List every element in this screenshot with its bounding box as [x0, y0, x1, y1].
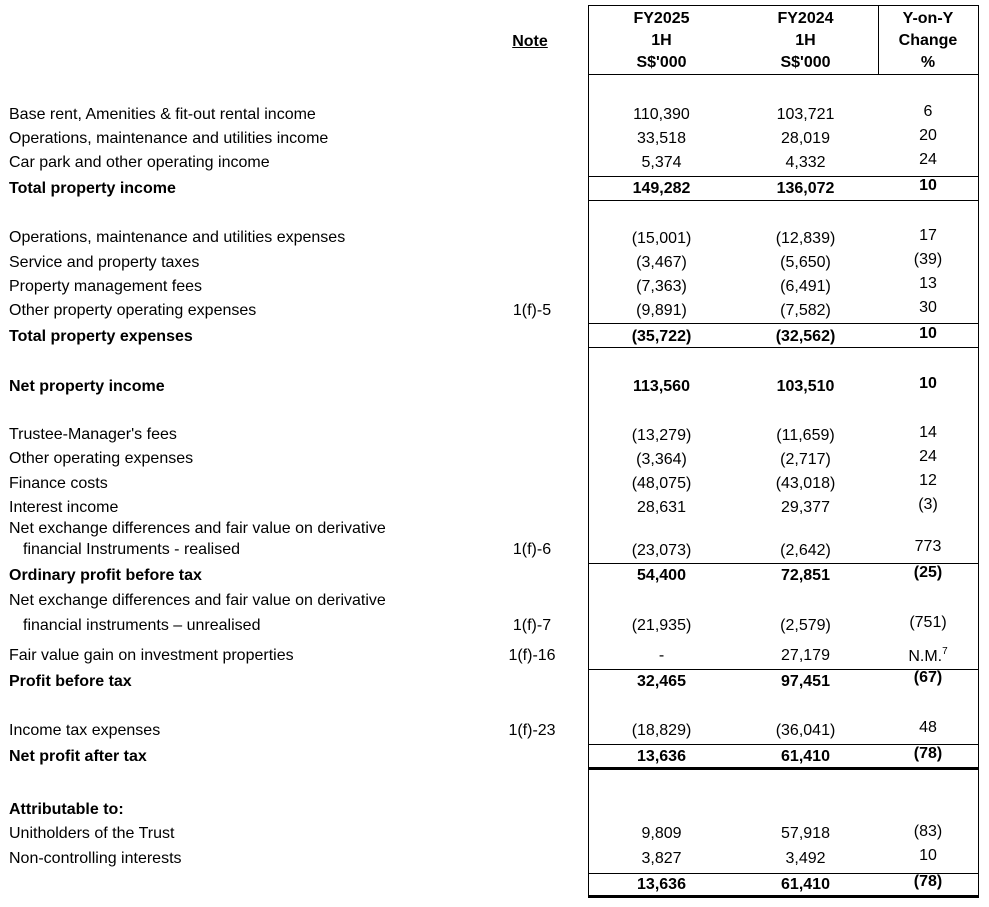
row-label-total: Total property income: [9, 180, 176, 197]
value-fy2025: 13,636: [637, 876, 686, 893]
value-fy2025: 33,518: [637, 130, 686, 147]
value-change: 14: [919, 424, 937, 441]
value-fy2025: (3,467): [636, 254, 687, 271]
row-label: Net exchange differences and fair value on derivative: [9, 520, 386, 537]
value-fy2024: (12,839): [775, 230, 836, 247]
value-fy2024: 72,851: [781, 567, 830, 584]
table-right-border: [978, 5, 979, 898]
value-change: 30: [919, 299, 937, 316]
value-change: N.M.$^7$: [908, 646, 948, 665]
note-ref: 1(f)-16: [508, 647, 556, 664]
value-fy2025: (48,075): [631, 475, 692, 492]
value-change: 10: [919, 847, 937, 864]
row-label: Non-controlling interests: [9, 850, 182, 867]
value-fy2025: 110,390: [633, 106, 690, 123]
row-label-continued: financial Instruments - realised: [23, 541, 240, 558]
value-fy2024: 136,072: [776, 180, 835, 197]
value-fy2024: (11,659): [776, 427, 835, 444]
row-label: Car park and other operating income: [9, 154, 270, 171]
row-label: Operations, maintenance and utilities income: [9, 130, 329, 147]
value-fy2025: -: [658, 647, 665, 664]
value-fy2024: 61,410: [781, 876, 830, 893]
value-fy2025: 28,631: [637, 499, 686, 516]
value-change: 20: [919, 127, 937, 144]
rule-below-total-income: [588, 200, 979, 201]
value-fy2025: (7,363): [636, 278, 687, 295]
value-fy2025: 54,400: [637, 567, 686, 584]
value-fy2024: (2,717): [780, 451, 831, 468]
value-fy2024: 103,721: [776, 106, 835, 123]
row-label: Service and property taxes: [9, 254, 200, 271]
section-heading: Attributable to:: [9, 801, 124, 818]
value-fy2024: (43,018): [775, 475, 836, 492]
row-label: Other property operating expenses: [9, 302, 257, 319]
row-label: Base rent, Amenities & fit-out rental income: [9, 106, 316, 123]
value-change: (67): [913, 669, 943, 686]
value-change: 24: [919, 151, 937, 168]
row-label: Property management fees: [9, 278, 202, 295]
value-fy2024: 29,377: [781, 499, 830, 516]
value-change: 10: [919, 177, 937, 194]
value-change: 12: [919, 472, 937, 489]
value-fy2025: (3,364): [636, 451, 687, 468]
rule-below-attributable-total: [588, 895, 979, 898]
value-change: (78): [913, 745, 943, 762]
value-change: 10: [919, 375, 937, 392]
value-change: 10: [919, 325, 937, 342]
row-label-total: Total property expenses: [9, 328, 193, 345]
footnote-marker: 7: [942, 646, 948, 657]
value-change: 13: [919, 275, 937, 292]
value-fy2024: 3,492: [785, 850, 826, 867]
row-label: Finance costs: [9, 475, 108, 492]
value-fy2024: (2,579): [780, 617, 831, 634]
value-fy2024: (6,491): [780, 278, 831, 295]
value-change: 773: [914, 538, 942, 555]
value-fy2024: 61,410: [781, 748, 830, 765]
header-bottom-rule: [588, 74, 979, 75]
note-ref: 1(f)-23: [508, 722, 556, 739]
value-change: 6: [923, 103, 933, 120]
value-fy2024: 57,918: [781, 825, 830, 842]
value-fy2024: 97,451: [781, 673, 830, 690]
row-label: Interest income: [9, 499, 119, 516]
value-change: 17: [919, 227, 937, 244]
row-label: Trustee-Manager's fees: [9, 426, 177, 443]
row-label: Net exchange differences and fair value on derivative: [9, 592, 386, 609]
value-change: 48: [919, 719, 937, 736]
col-fy2024-header: FY2024 1H S$'000: [777, 10, 834, 71]
note-ref: 1(f)-5: [512, 302, 552, 319]
value-fy2025: (18,829): [631, 722, 692, 739]
row-label-total: Net profit after tax: [9, 748, 147, 765]
col-fy2025-header: FY2025 1H S$'000: [633, 10, 690, 71]
note-header: Note: [512, 33, 548, 50]
header-top-rule: [588, 5, 979, 6]
value-fy2024: 27,179: [781, 647, 830, 664]
value-fy2025: 113,560: [633, 378, 690, 395]
value-fy2025: 13,636: [637, 748, 686, 765]
value-change: (25): [913, 564, 943, 581]
value-fy2024: 28,019: [781, 130, 830, 147]
value-fy2025: 32,465: [637, 673, 686, 690]
note-ref: 1(f)-6: [512, 541, 552, 558]
value-fy2025: (15,001): [631, 230, 692, 247]
note-ref: 1(f)-7: [512, 617, 552, 634]
row-label-total: Net property income: [9, 378, 165, 395]
value-fy2025: (23,073): [631, 542, 692, 559]
value-fy2025: 5,374: [641, 154, 682, 171]
value-change: (3): [918, 496, 938, 513]
value-change: (78): [913, 873, 943, 890]
row-label: Unitholders of the Trust: [9, 825, 175, 842]
value-change: (83): [913, 823, 943, 840]
row-label: Income tax expenses: [9, 722, 161, 739]
value-fy2025: (21,935): [631, 617, 692, 634]
value-fy2025: (13,279): [631, 427, 692, 444]
value-change: (751): [909, 614, 947, 631]
value-fy2024: (32,562): [775, 328, 836, 345]
value-fy2025: (35,722): [631, 328, 692, 345]
value-fy2024: 4,332: [785, 154, 826, 171]
value-fy2025: 3,827: [641, 850, 682, 867]
row-label-total: Ordinary profit before tax: [9, 567, 202, 584]
col-change-header: Y-on-Y Change %: [898, 10, 958, 71]
value-fy2025: 9,809: [641, 825, 682, 842]
value-fy2024: (5,650): [780, 254, 831, 271]
row-label-continued: financial instruments – unrealised: [23, 617, 261, 634]
value-fy2024: (7,582): [780, 302, 831, 319]
value-fy2024: (2,642): [780, 542, 831, 559]
value-change: (39): [913, 251, 943, 268]
value-fy2025: (9,891): [636, 302, 687, 319]
rule-below-total-expenses: [588, 347, 979, 348]
value-change: 24: [919, 448, 937, 465]
value-fy2025: 149,282: [632, 180, 691, 197]
row-label: Other operating expenses: [9, 450, 194, 467]
row-label: Fair value gain on investment properties: [9, 647, 294, 664]
rule-below-net-profit: [588, 767, 979, 770]
value-fy2024: (36,041): [775, 722, 836, 739]
row-label-total: Profit before tax: [9, 673, 132, 690]
value-fy2024: 103,510: [776, 378, 835, 395]
row-label: Operations, maintenance and utilities expenses: [9, 229, 346, 246]
